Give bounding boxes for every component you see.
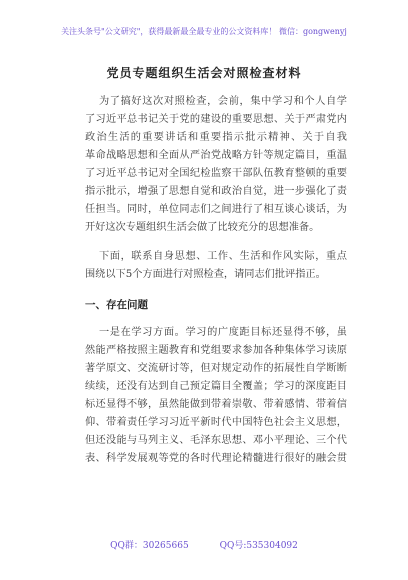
paragraph-line: 指示批示，增强了思想自觉和政治自觉，进一步强化了责 (85, 186, 347, 197)
document-title: 党员专题组织生活会对照检查材料 (106, 66, 302, 80)
paragraph-line: 下面，联系自身思想、工作、生活和作风实际，重点 (99, 251, 347, 262)
header-banner: 关注头条号"公文研究"，获得最新最全最专业的公文资料库！ 微信：gongwenyj (61, 27, 347, 36)
paragraph-line: 表、科学发展观等党的各时代理论精髓进行很好的融会贯 (85, 453, 347, 464)
paragraph-line: 任担当。同时，单位同志们之间进行了相互谈心谈话，为 (85, 204, 347, 215)
paragraph-line: 为了搞好这次对照检查，会前，集中学习和个人自学 (99, 96, 347, 107)
paragraph-line: 续续，还没有达到自己预定篇目全覆盖；学习的深度距目 (85, 381, 347, 392)
paragraph-line: 了习近平总书记关于党的建设的重要思想、关于严肃党内 (85, 114, 347, 125)
paragraph-line: 著学原文、交流研讨等，但对规定动作的拓展性自学断断 (85, 363, 347, 374)
paragraph-line: 标还显得不够，虽然能做到带着崇敬、带着感情、带着信 (85, 399, 347, 410)
paragraph-line: 一是在学习方面。学习的广度距目标还显得不够，虽 (99, 327, 347, 338)
paragraph-line: 开好这次专题组织生活会做了比较充分的思想准备。 (85, 222, 320, 233)
qq-group-text: QQ群：30265665 (110, 541, 189, 551)
section-heading: 一、存在问题 (85, 299, 148, 311)
paragraph-line: 革命战略思想和全面从严治党战略方针等规定篇目，重温 (85, 150, 347, 161)
paragraph-line: 围绕以下5个方面进行对照检查，请同志们批评指正。 (85, 269, 326, 280)
qq-number-text: QQ号:535304092 (219, 541, 298, 551)
paragraph-line: 但还没能与马列主义、毛泽东思想、邓小平理论、三个代 (85, 435, 347, 446)
paragraph-line: 仰、带着责任学习习近平新时代中国特色社会主义思想， (85, 417, 347, 428)
footer-contact (0, 538, 408, 551)
paragraph-line: 了习近平总书记对全国纪检监察干部队伍教育整顿的重要 (85, 168, 347, 179)
paragraph-line: 然能严格按照主题教育和党组要求参加各种集体学习读原 (85, 345, 347, 356)
paragraph-line: 政治生活的重要讲话和重要指示批示精神、关于自我 (85, 132, 347, 143)
